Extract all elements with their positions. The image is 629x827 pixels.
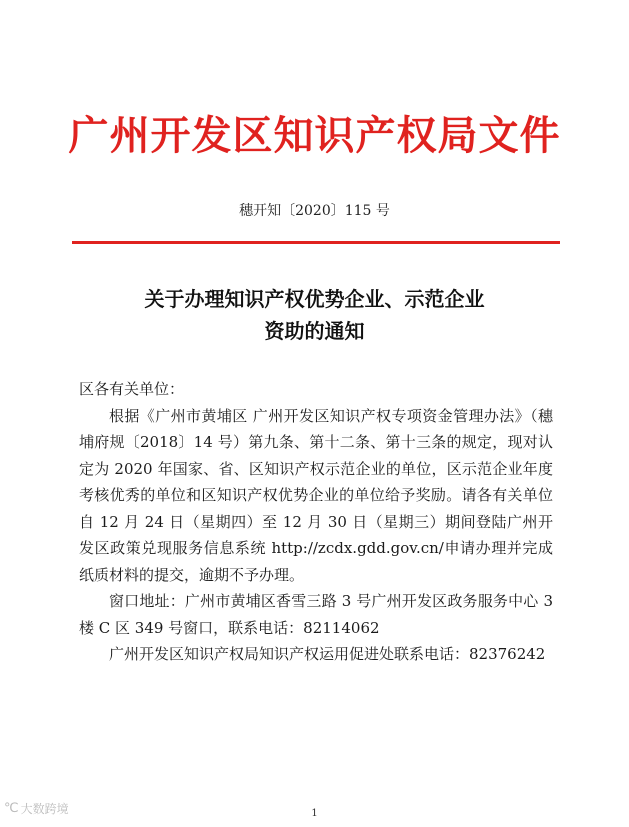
red-divider (72, 241, 560, 244)
page-number: 1 (311, 808, 318, 819)
notice-title (0, 283, 629, 347)
document-number: 穗开知〔2020〕115 号 (239, 203, 390, 219)
paragraph-contact: 广州开发区知识产权局知识产权运用促进处联系电话：82376242 (109, 645, 546, 663)
notice-title-line1: 关于办理知识产权优势企业、示范企业 (144, 287, 485, 311)
salutation: 区各有关单位： (79, 380, 185, 398)
watermark-text: 大数跨境 (20, 802, 69, 816)
notice-title-line2: 资助的通知 (264, 319, 365, 343)
logo-icon: ℃ (4, 801, 19, 816)
paragraph-address: 窗口地址：广州市黄埔区香雪三路 3 号广州开发区政务服务中心 3 楼 C 区 349 号窗口，联系电话：82114062 (79, 592, 553, 637)
masthead-title: 广州开发区知识产权局文件 (68, 112, 561, 159)
notice-body (79, 376, 553, 668)
paragraph-main: 根据《广州市黄埔区 广州开发区知识产权专项资金管理办法》（穗埔府规〔2018〕14 号）第九条、第十二条、第十三条的规定，现对认定为 2020 年国家、省、区知识产权示范企业的单位，区示范企业年度考核优秀的单位和区知识产权优势企业的单位给予奖励。请各有关单位自 12 月 24 日（星期四）至 12 月 30 日（星期三）期间登陆广州开发区政策兑现服务信息系统 http://zcdx.gdd.gov.cn/申请办理并完成纸质材料的提交，逾期不予办理。 (79, 406, 553, 584)
watermark (4, 800, 69, 817)
